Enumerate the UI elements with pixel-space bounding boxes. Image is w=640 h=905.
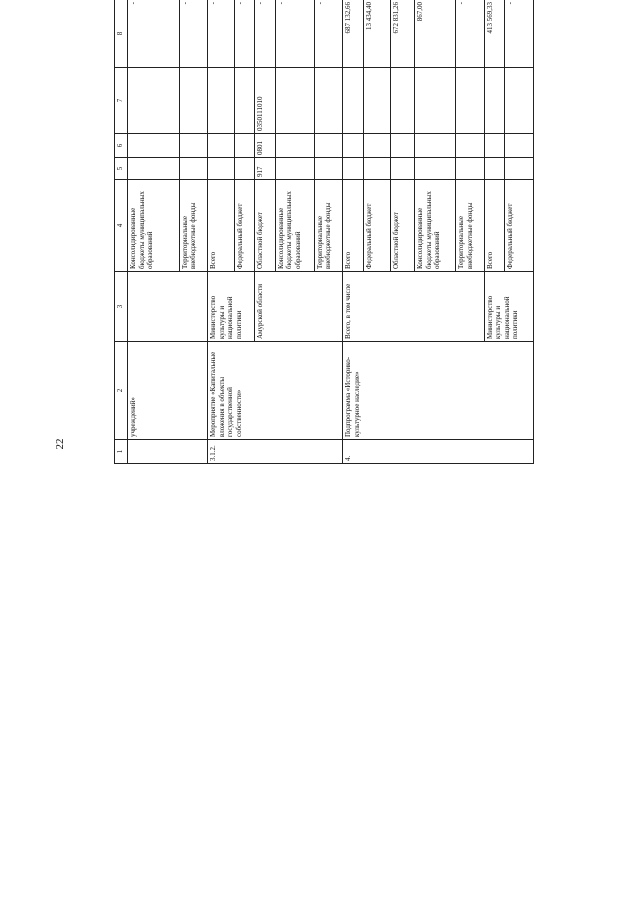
code-cell — [363, 158, 390, 180]
row-number-cell: 4. — [343, 440, 534, 464]
value-cell: - — [314, 0, 343, 68]
code-cell — [456, 134, 485, 158]
item-name-cell: Мероприятие «Капитальные вложения в объекты государственной собственности» — [208, 342, 343, 440]
table-row — [208, 0, 235, 464]
code-cell — [505, 68, 534, 134]
table-row — [128, 0, 179, 464]
source-cell: Консолидированные бюджеты муниципальных образований — [275, 180, 314, 272]
header-cell: 5 — [115, 158, 128, 180]
code-cell — [314, 158, 343, 180]
header-cell: 6 — [115, 134, 128, 158]
code-cell — [234, 158, 254, 180]
value-cell: - — [505, 0, 534, 68]
code-cell — [234, 68, 254, 134]
code-cell — [343, 158, 363, 180]
value-cell: 13 434,40 — [363, 0, 390, 68]
source-cell: Территориальные внебюджетные фонды — [456, 180, 485, 272]
source-cell: Консолидированные бюджеты муниципальных образований — [128, 180, 179, 272]
source-cell: Федеральный бюджет — [363, 180, 390, 272]
row-number-cell — [128, 440, 208, 464]
code-cell — [179, 68, 208, 134]
value-cell: - — [456, 0, 485, 68]
executor-cell: Всего, в том числе — [343, 272, 484, 342]
value-cell: - — [234, 0, 254, 68]
executor-cell: Министерство культуры и национальной политики — [484, 272, 533, 342]
code-cell — [505, 134, 534, 158]
code-cell — [208, 68, 235, 134]
item-name-cell: учреждений» — [128, 342, 208, 440]
value-cell: - — [255, 0, 275, 68]
code-cell — [179, 134, 208, 158]
code-cell — [234, 134, 254, 158]
code-cell — [390, 68, 415, 134]
code-cell — [363, 134, 390, 158]
value-cell: 413 569,33 — [484, 0, 504, 68]
code-cell — [343, 68, 363, 134]
source-cell: Федеральный бюджет — [234, 180, 254, 272]
header-cell: 4 — [115, 180, 128, 272]
code-cell — [390, 134, 415, 158]
code-cell — [484, 68, 504, 134]
header-cell: 8 — [115, 0, 128, 68]
code-cell — [208, 134, 235, 158]
code-cell — [179, 158, 208, 180]
source-cell: Областной бюджет — [255, 180, 275, 272]
code-cell — [343, 134, 363, 158]
code-cell — [415, 134, 456, 158]
value-cell: 672 831,26 — [390, 0, 415, 68]
code-cell — [415, 158, 456, 180]
value-cell: - — [179, 0, 208, 68]
code-cell — [208, 158, 235, 180]
executor-cell: Амурской области — [255, 272, 343, 342]
executor-cell — [128, 272, 208, 342]
code-cell — [484, 134, 504, 158]
code-cell — [456, 68, 485, 134]
value-cell: - — [128, 0, 179, 68]
code-cell — [390, 158, 415, 180]
table-row — [343, 0, 363, 464]
header-row — [115, 0, 128, 464]
code-cell — [314, 68, 343, 134]
code-cell — [275, 158, 314, 180]
source-cell: Территориальные внебюджетные фонды — [314, 180, 343, 272]
code-cell — [415, 68, 456, 134]
source-cell: Консолидированные бюджеты муниципальных образований — [415, 180, 456, 272]
code-cell — [275, 68, 314, 134]
value-cell: 867,00 — [415, 0, 456, 68]
page-number: 22 — [54, 438, 66, 450]
code-cell: 0801 — [255, 134, 275, 158]
header-cell: 2 — [115, 342, 128, 440]
source-cell: Всего — [484, 180, 504, 272]
header-cell: 1 — [115, 440, 128, 464]
budget-table — [114, 0, 534, 464]
value-cell: - — [275, 0, 314, 68]
code-cell — [314, 134, 343, 158]
source-cell: Всего — [208, 180, 235, 272]
code-cell — [128, 68, 179, 134]
header-cell: 3 — [115, 272, 128, 342]
source-cell: Федеральный бюджет — [505, 180, 534, 272]
value-cell: - — [208, 0, 235, 68]
code-cell — [128, 158, 179, 180]
item-name-cell: Подпрограмма «Историко-культурное наследие» — [343, 342, 534, 440]
code-cell — [275, 134, 314, 158]
code-cell — [484, 158, 504, 180]
header-cell: 7 — [115, 68, 128, 134]
source-cell: Областной бюджет — [390, 180, 415, 272]
code-cell — [456, 158, 485, 180]
code-cell — [128, 134, 179, 158]
code-cell — [505, 158, 534, 180]
executor-cell: Министерство культуры и национальной политики — [208, 272, 255, 342]
code-cell: 0350111010 — [255, 68, 275, 134]
code-cell: 917 — [255, 158, 275, 180]
budget-table-wrapper — [114, 2, 534, 830]
row-number-cell: 3.1.2. — [208, 440, 343, 464]
value-cell: 687 132,66 — [343, 0, 363, 68]
source-cell: Территориальные внебюджетные фонды — [179, 180, 208, 272]
code-cell — [363, 68, 390, 134]
source-cell: Всего — [343, 180, 363, 272]
